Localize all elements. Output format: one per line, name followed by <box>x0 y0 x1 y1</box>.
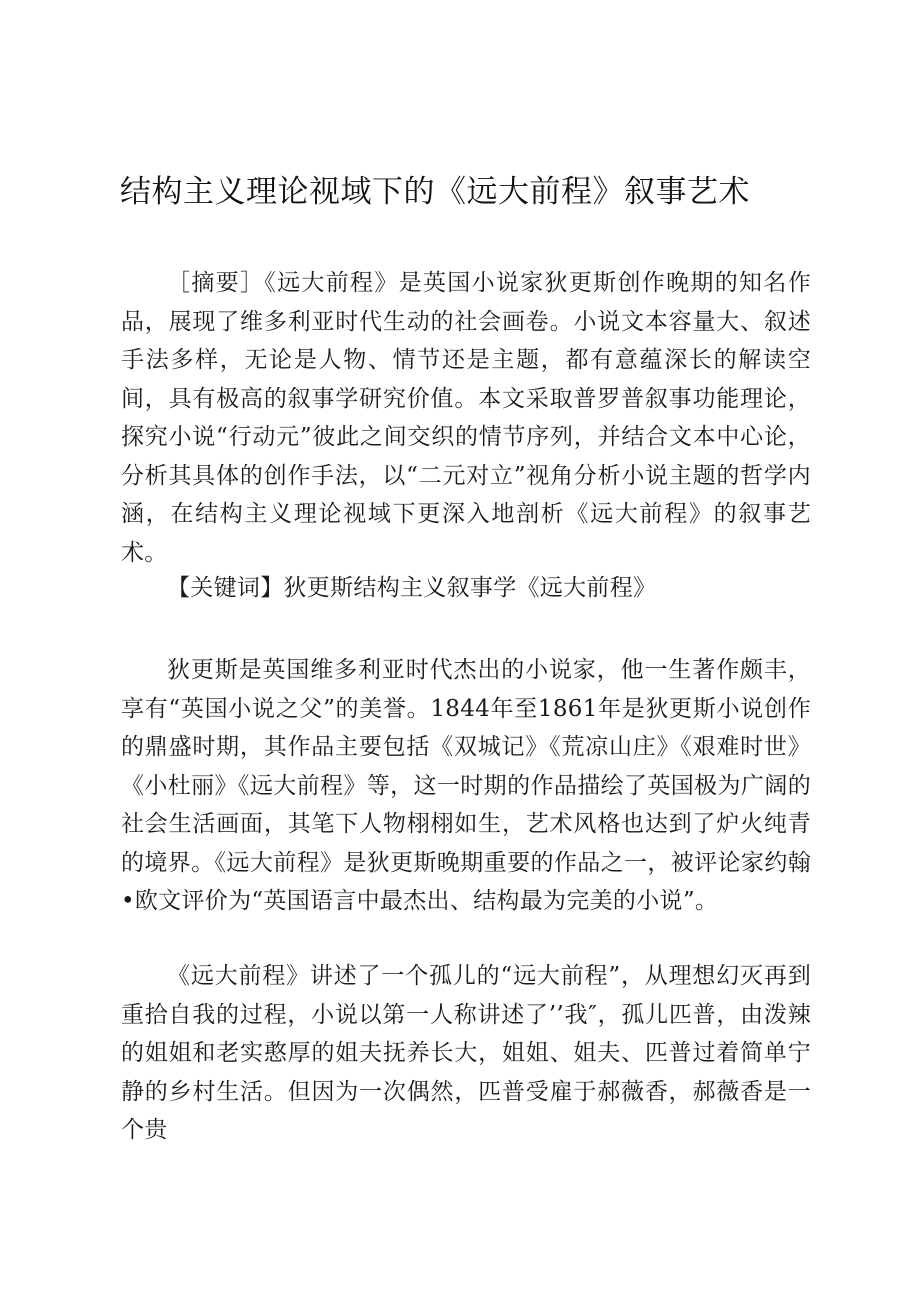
body-paragraph: 《远大前程》讲述了一个孤儿的“远大前程”，从理想幻灭再到重拾自我的过程，小说以第一人称讲述了’’我″，孤儿匹普，由泼辣的姐姐和老实憨厚的姐夫抚养长大，姐姐、姐夫、匹普过着简单宁静的乡村生活。但因为一次偶然，匹普受雇于郝薇香，郝薇香是一个贵 <box>121 963 811 1143</box>
abstract-paragraph: ［摘要］《远大前程》是英国小说家狄更斯创作晚期的知名作品，展现了维多利亚时代生动的社会画卷。小说文本容量大、叙述手法多样，无论是人物、情节还是主题，都有意蕴深长的解读空间，具有极高的叙事学研究价值。本文采取普罗普叙事功能理论，探究小说“行动元”彼此之间交织的情节序列，并结合文本中心论，分析其具体的创作手法，以“二元对立”视角分析小说主题的哲学内涵，在结构主义理论视域下更深入地剖析《远大前程》的叙事艺术。 <box>121 270 811 566</box>
body-paragraph: 狄更斯是英国维多利亚时代杰出的小说家，他一生著作颇丰，享有“英国小说之父”的美誉。1844年至1861年是狄更斯小说创作的鼎盛时期，其作品主要包括《双城记》《荒凉山庄》《艰难时世》《小杜丽》《远大前程》等，这一时期的作品描绘了英国极为广阔的社会生活画面，其笔下人物栩栩如生，艺术风格也达到了炉火纯青的境界。《远大前程》是狄更斯晚期重要的作品之一，被评论家约翰•欧文评价为“英国语言中最杰出、结构最为完美的小说”。 <box>121 657 811 914</box>
keywords-line: 【关键词】狄更斯结构主义叙事学《远大前程》 <box>167 575 657 601</box>
document-title: 结构主义理论视域下的《远大前程》叙事艺术 <box>120 174 750 210</box>
